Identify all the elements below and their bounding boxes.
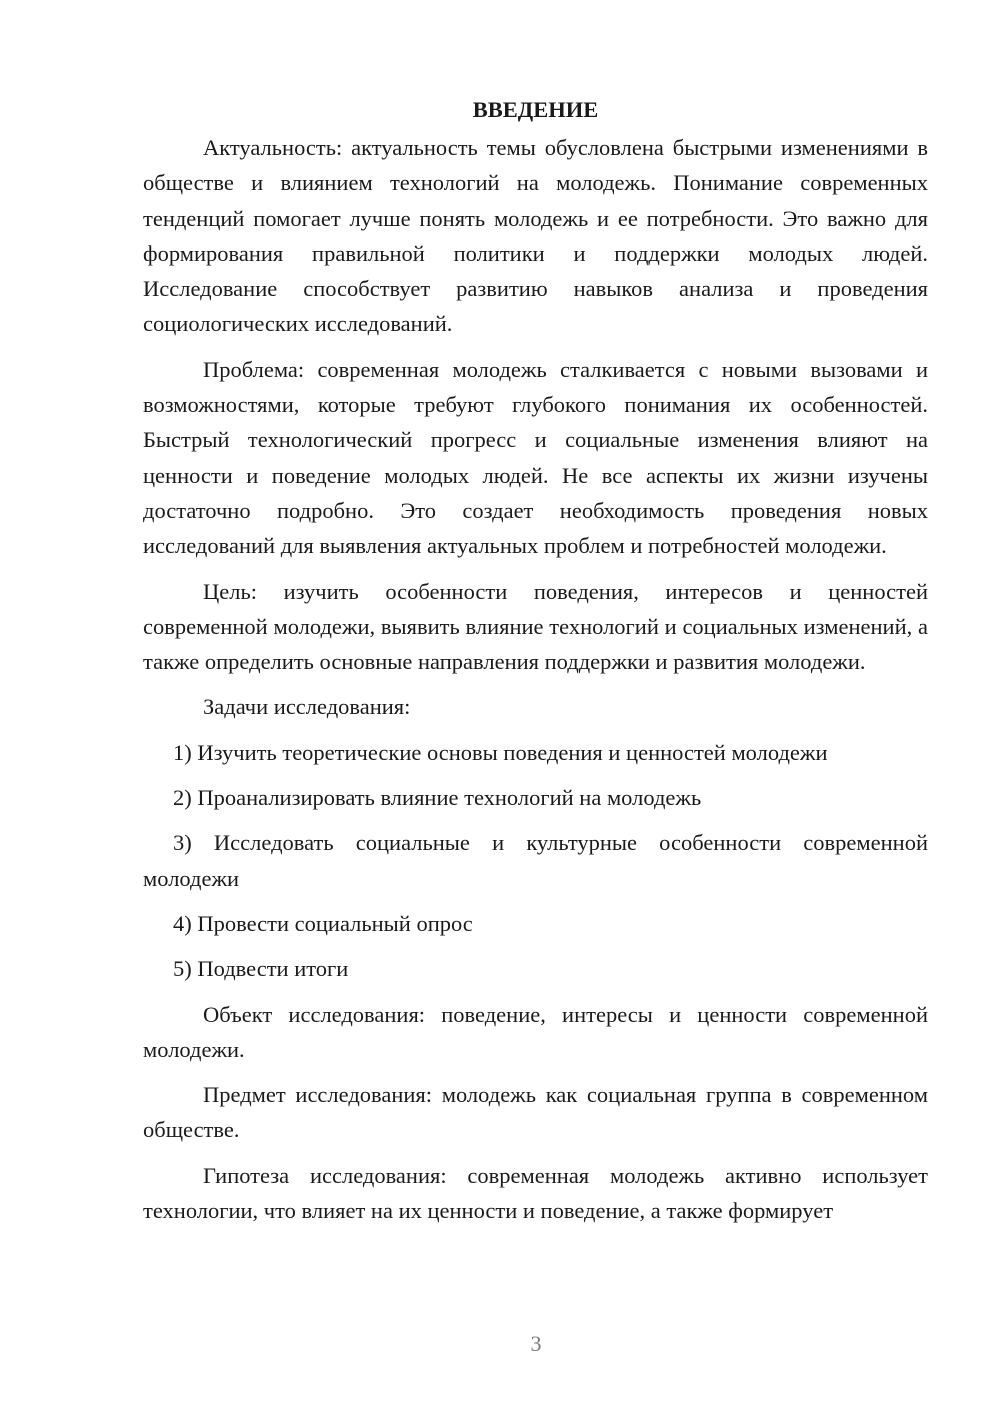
subject-paragraph: Предмет исследования: молодежь как социальная группа в современном обществе.: [143, 1082, 928, 1143]
task-item: 3) Исследовать социальные и культурные особенности современной молодежи: [143, 830, 928, 891]
task-item: 5) Подвести итоги: [173, 956, 349, 982]
page-number: 3: [530, 1331, 542, 1356]
hypothesis-paragraph: Гипотеза исследования: современная молодежь активно использует технологии, что влияет на их ценности и поведение, а также формирует: [143, 1162, 928, 1224]
goal-paragraph: Цель: изучить особенности поведения, интересов и ценностей современной молодежи, выявить влияние технологий и социальных изменений, а также определить основные направления поддержки и развития молодежи.: [143, 578, 928, 675]
section-heading: ВВЕДЕНИЕ: [472, 97, 599, 122]
page-content: [143, 92, 928, 1238]
task-item: 1) Изучить теоретические основы поведения и ценностей молодежи: [173, 739, 828, 765]
task-item: 2) Проанализировать влияние технологий на молодежь: [173, 785, 702, 811]
task-item: 4) Провести социальный опрос: [173, 910, 473, 936]
problem-paragraph: Проблема: современная молодежь сталкивается с новыми вызовами и возможностями, которые требуют глубокого понимания их особенностей. Быстрый технологический прогресс и социальные изменения влияют на ценности и поведение молодых людей. Не все аспекты их жизни изучены достаточно подробно. Это создает необходимость проведения новых исследований для выявления актуальных проблем и потребностей молодежи.: [143, 356, 928, 559]
object-paragraph: Объект исследования: поведение, интересы и ценности современной молодежи.: [143, 1001, 928, 1062]
tasks-title: Задачи исследования:: [203, 694, 411, 720]
relevance-paragraph: Актуальность: актуальность темы обусловлена быстрыми изменениями в обществе и влиянием технологий на молодежь. Понимание современных тенденций помогает лучше понять молодежь и ее потребности. Это важно для формирования правильной политики и поддержки молодых людей. Исследование способствует развитию навыков анализа и проведения социологических исследований.: [143, 135, 928, 337]
